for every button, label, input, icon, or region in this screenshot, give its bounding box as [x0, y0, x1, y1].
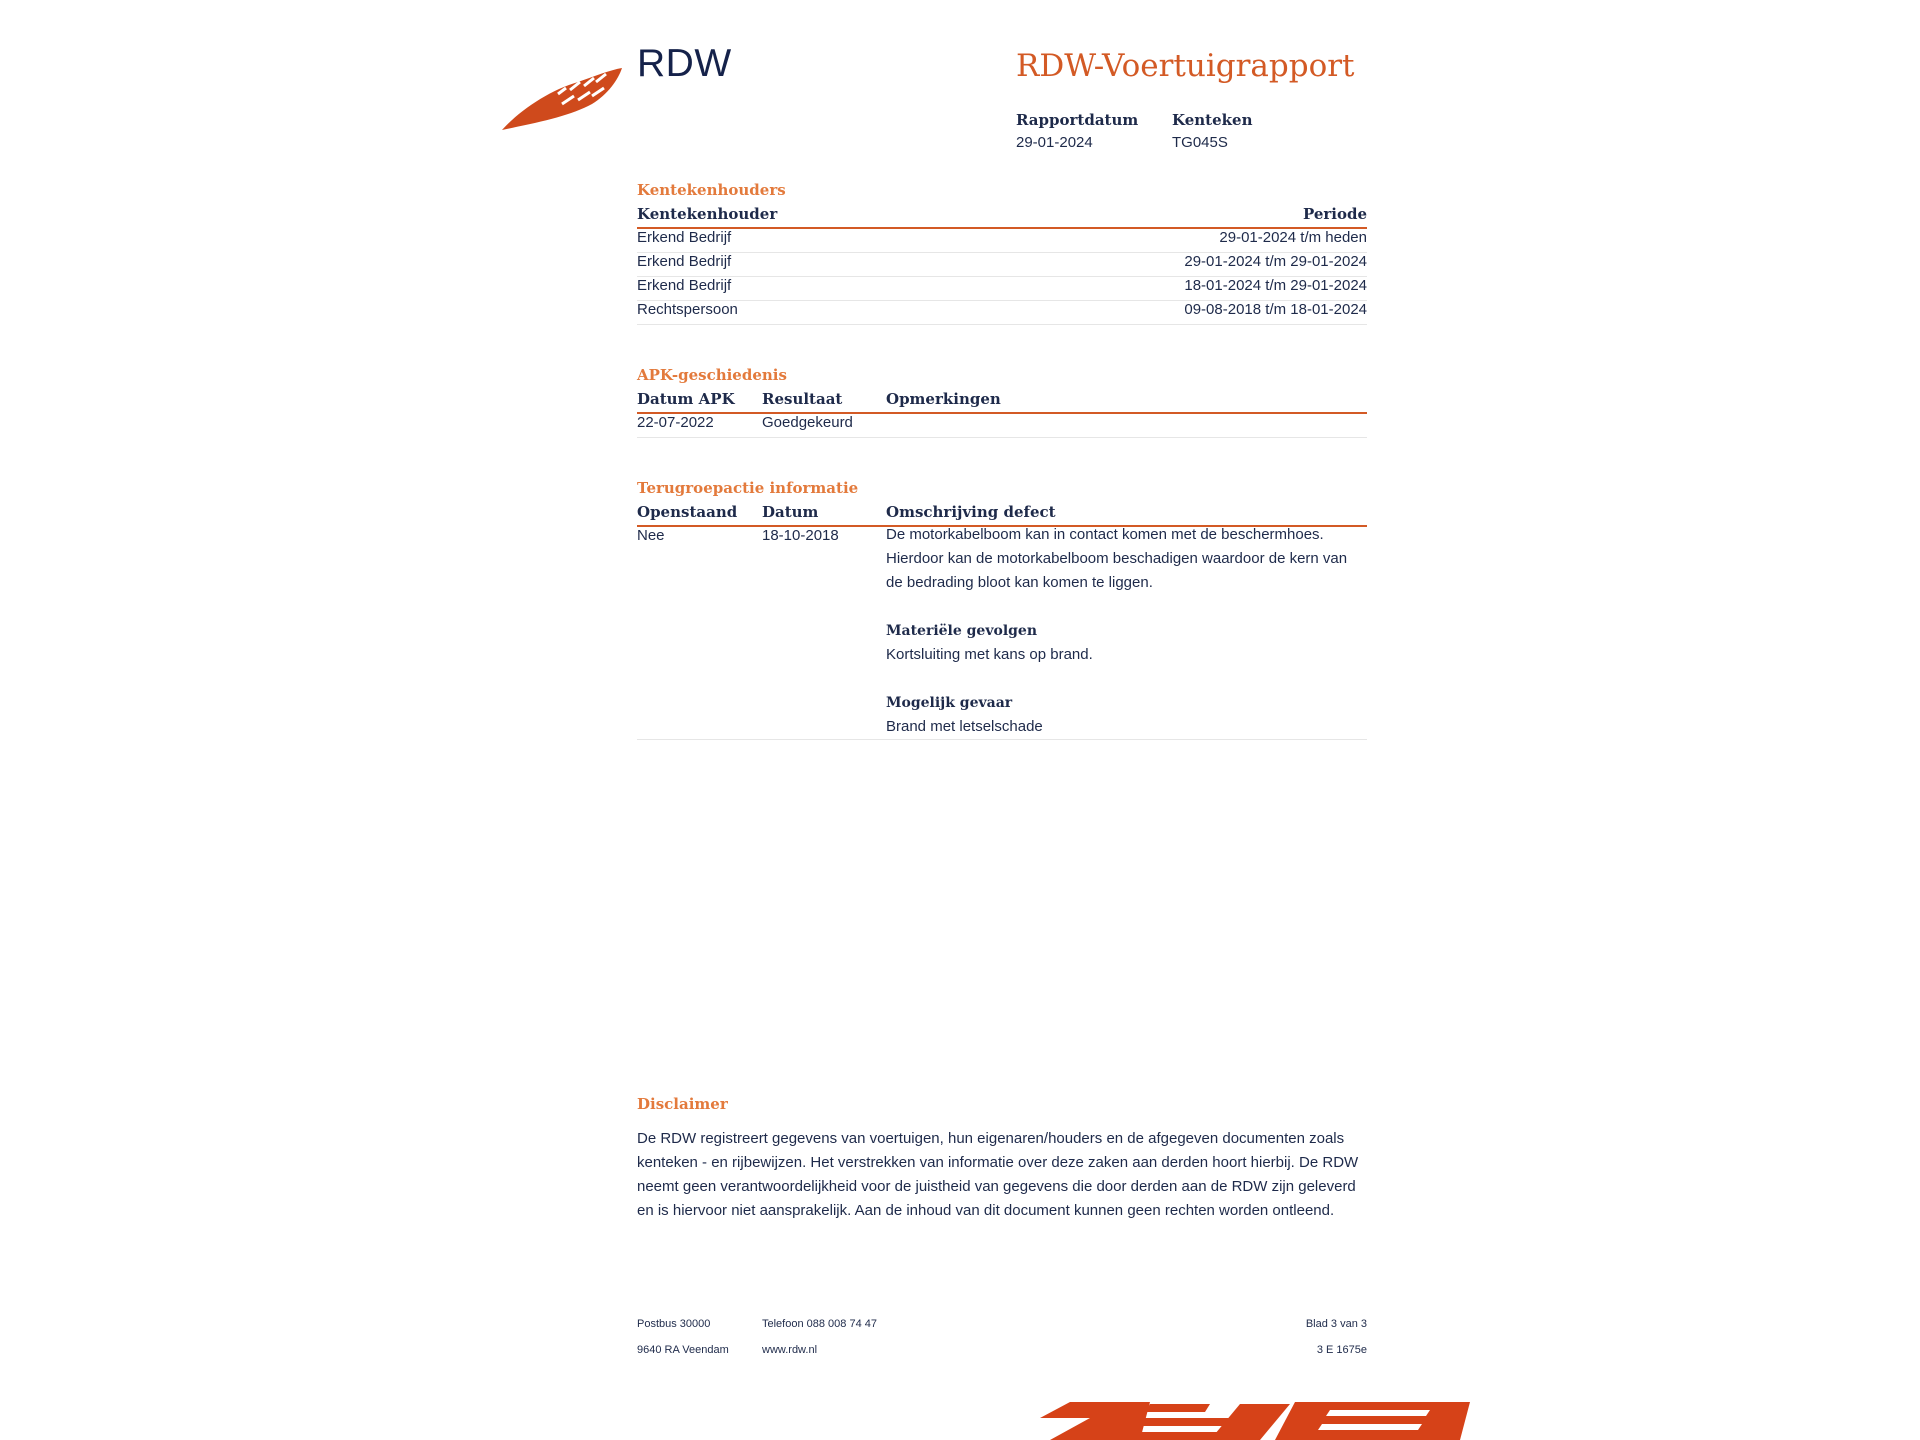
recall-section-title: Terugroepactie informatie — [637, 479, 859, 497]
row-divider — [637, 739, 1367, 740]
holder-cell: Rechtspersoon — [637, 301, 738, 318]
footer-website-link[interactable]: www.rdw.nl — [762, 1344, 818, 1356]
recall-col-description: Omschrijving defect — [886, 503, 1056, 521]
holders-col-period: Periode — [1302, 205, 1367, 223]
apk-section-title: APK-geschiedenis — [637, 366, 787, 384]
row-divider — [637, 324, 1367, 325]
row-divider — [637, 437, 1367, 438]
recall-col-date: Datum — [762, 503, 819, 521]
holders-col-holder: Kentekenhouder — [637, 205, 778, 223]
recall-description: De motorkabelboom kan in contact komen met de beschermhoes. Hierdoor kan de motorkabelboom beschadigen waardoor de kern van de bedrading bloot kan komen te liggen. — [886, 526, 1348, 591]
logo-text: RDW — [637, 42, 732, 85]
period-cell: 29-01-2024 t/m 29-01-2024 — [1184, 253, 1367, 270]
rdw-logo-icon — [500, 60, 625, 132]
footer-page-number: Blad 3 van 3 — [1305, 1318, 1367, 1330]
apk-col-remarks: Opmerkingen — [886, 390, 1001, 408]
footer-postbus: Postbus 30000 — [637, 1318, 711, 1330]
recall-date-cell: 18-10-2018 — [762, 527, 839, 544]
period-cell: 09-08-2018 t/m 18-01-2024 — [1184, 301, 1367, 318]
apk-date-cell: 22-07-2022 — [637, 414, 714, 431]
disclaimer-text: De RDW registreert gegevens van voertuigen, hun eigenaren/houders en de afgegeven documenten zoals kenteken - en rijbewijzen. Het verstrekken van informatie over deze zaken aan derden hoort hierbij. De RDW neemt geen verantwoordelijkheid voor de juistheid van gegevens die door derden aan de RDW zijn geleverd en is hiervoor niet aansprakelijk. Aan de inhoud van dit document kunnen geen rechten worden ontleend. — [637, 1130, 1359, 1219]
recall-col-open: Openstaand — [637, 503, 738, 521]
decorative-stripes-graphic — [1030, 1396, 1470, 1440]
holders-section-title: Kentekenhouders — [637, 181, 786, 199]
license-plate-value: TG045S — [1172, 134, 1228, 151]
apk-header-rule — [637, 412, 1367, 414]
apk-result-cell: Goedgekeurd — [762, 414, 853, 431]
footer-city: 9640 RA Veendam — [637, 1344, 729, 1356]
consequences-label: Materiële gevolgen — [886, 623, 1038, 639]
report-date-label: Rapportdatum — [1016, 111, 1139, 129]
report-date-value: 29-01-2024 — [1016, 134, 1093, 151]
danger-text: Brand met letselschade — [886, 718, 1043, 735]
apk-col-date: Datum APK — [637, 390, 735, 408]
report-title: RDW-Voertuigrapport — [1016, 48, 1355, 84]
disclaimer-title: Disclaimer — [637, 1095, 728, 1113]
recall-open-cell: Nee — [637, 527, 665, 544]
apk-col-result: Resultaat — [762, 390, 843, 408]
holder-cell: Erkend Bedrijf — [637, 277, 732, 294]
footer-document-code: 3 E 1675e — [1316, 1344, 1367, 1356]
holder-cell: Erkend Bedrijf — [637, 229, 732, 246]
period-cell: 18-01-2024 t/m 29-01-2024 — [1184, 277, 1367, 294]
footer-phone: Telefoon 088 008 74 47 — [762, 1318, 877, 1330]
recall-description-block — [886, 523, 1364, 739]
period-cell: 29-01-2024 t/m heden — [1219, 229, 1367, 246]
danger-label: Mogelijk gevaar — [886, 695, 1013, 711]
consequences-text: Kortsluiting met kans op brand. — [886, 646, 1093, 663]
holder-cell: Erkend Bedrijf — [637, 253, 732, 270]
license-plate-label: Kenteken — [1172, 111, 1253, 129]
